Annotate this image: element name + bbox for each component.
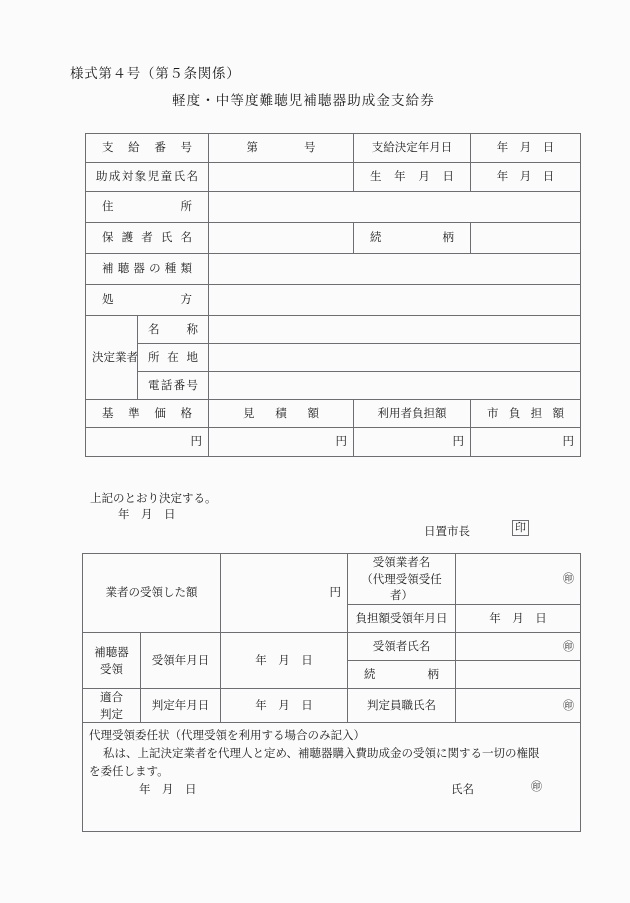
prescription-label: 処方 bbox=[86, 285, 209, 316]
user-burden-label: 利用者負担額 bbox=[354, 400, 471, 428]
table-row bbox=[86, 192, 581, 223]
vendor-received-amount-field[interactable]: 円 bbox=[221, 554, 348, 633]
judgement-date-label: 判定年月日 bbox=[141, 689, 221, 723]
receiving-vendor-field[interactable] bbox=[456, 554, 581, 605]
proxy-name-label: 氏名 bbox=[451, 782, 474, 797]
burden-receipt-date-label: 負担額受領年月日 bbox=[348, 605, 456, 633]
table-row bbox=[86, 223, 581, 254]
table-row bbox=[86, 428, 581, 457]
judge-name-field[interactable] bbox=[456, 689, 581, 723]
standard-price-field[interactable]: 円 bbox=[86, 428, 209, 457]
proxy-letter bbox=[83, 723, 580, 831]
table-row bbox=[86, 285, 581, 316]
seal-icon: ㊞ bbox=[563, 639, 574, 653]
seal-icon: ㊞ bbox=[563, 572, 574, 586]
mayor-label: 日置市長 bbox=[424, 524, 470, 538]
vendor-address-label: 所在地 bbox=[138, 344, 209, 372]
user-burden-field[interactable]: 円 bbox=[354, 428, 471, 457]
payment-number-label: 支給番号 bbox=[86, 134, 209, 163]
decision-date-label: 支給決定年月日 bbox=[354, 134, 471, 163]
prescription-field[interactable] bbox=[209, 285, 581, 316]
burden-receipt-date-field[interactable]: 年 月 日 bbox=[456, 605, 581, 633]
city-burden-field[interactable]: 円 bbox=[471, 428, 581, 457]
table-row bbox=[86, 316, 581, 344]
address-field[interactable] bbox=[209, 192, 581, 223]
child-name-field[interactable] bbox=[209, 163, 354, 192]
judgement-date-field[interactable]: 年 月 日 bbox=[221, 689, 348, 723]
table-row bbox=[83, 723, 581, 832]
receipt-date-label: 受領年月日 bbox=[141, 633, 221, 689]
recipient-relation-field[interactable] bbox=[456, 661, 581, 689]
table-row bbox=[86, 254, 581, 285]
device-type-field[interactable] bbox=[209, 254, 581, 285]
decision-date-line: 年 月 日 bbox=[118, 507, 176, 521]
form-number: 様式第４号（第５条関係） bbox=[70, 66, 241, 82]
recipient-relation-label: 続柄 bbox=[348, 661, 456, 689]
table-row bbox=[86, 400, 581, 428]
table-row bbox=[83, 689, 581, 723]
document-title: 軽度・中等度難聴児補聴器助成金支給券 bbox=[172, 93, 435, 109]
birth-date-field[interactable]: 年 月 日 bbox=[471, 163, 581, 192]
issue-table bbox=[85, 133, 581, 457]
estimate-label: 見積額 bbox=[209, 400, 354, 428]
standard-price-label: 基準価格 bbox=[86, 400, 209, 428]
table-row bbox=[83, 554, 581, 605]
proxy-date-line: 年 月 日 bbox=[139, 781, 197, 796]
judge-name-label: 判定員職氏名 bbox=[348, 689, 456, 723]
guardian-name-field[interactable] bbox=[209, 223, 354, 254]
seal-icon: ㊞ bbox=[563, 698, 574, 712]
proxy-heading: 代理受領委任状（代理受領を利用する場合のみ記入） bbox=[89, 728, 365, 743]
decision-statement: 上記のとおり決定する。 bbox=[90, 491, 217, 505]
vendor-phone-label: 電話番号 bbox=[138, 372, 209, 400]
table-row bbox=[86, 163, 581, 192]
vendor-received-amount-label: 業者の受領した額 bbox=[83, 554, 221, 633]
vendor-section-label: 決定業者 bbox=[86, 316, 138, 400]
table-row bbox=[86, 134, 581, 163]
guardian-name-label: 保護者氏名 bbox=[86, 223, 209, 254]
vendor-name-field[interactable] bbox=[209, 316, 581, 344]
table-row bbox=[83, 633, 581, 661]
proxy-letter-cell bbox=[83, 723, 581, 832]
decision-date-field[interactable]: 年 月 日 bbox=[471, 134, 581, 163]
proxy-body-line-2: を委任します。 bbox=[89, 763, 169, 778]
recipient-name-label: 受領者氏名 bbox=[348, 633, 456, 661]
relation-label: 続柄 bbox=[354, 223, 471, 254]
seal-icon: ㊞ bbox=[531, 780, 542, 794]
estimate-field[interactable]: 円 bbox=[209, 428, 354, 457]
receipt-date-field[interactable]: 年 月 日 bbox=[221, 633, 348, 689]
payment-number-field[interactable]: 第 号 bbox=[209, 134, 354, 163]
birth-date-label: 生年月日 bbox=[354, 163, 471, 192]
vendor-address-field[interactable] bbox=[209, 344, 581, 372]
seal-icon: 印 bbox=[512, 520, 529, 536]
relation-field[interactable] bbox=[471, 223, 581, 254]
receipt-table bbox=[82, 553, 581, 832]
device-receipt-section-label: 補聴器 受領 bbox=[83, 633, 141, 689]
vendor-phone-field[interactable] bbox=[209, 372, 581, 400]
address-label: 住所 bbox=[86, 192, 209, 223]
fit-judgement-section-label: 適合 判定 bbox=[83, 689, 141, 723]
vendor-name-label: 名称 bbox=[138, 316, 209, 344]
table-row bbox=[86, 372, 581, 400]
proxy-body-line-1: 私は、上記決定業者を代理人と定め、補聴器購入費助成金の受領に関する一切の権限 bbox=[103, 746, 540, 761]
table-row bbox=[86, 344, 581, 372]
city-burden-label: 市負担額 bbox=[471, 400, 581, 428]
child-name-label: 助成対象児童氏名 bbox=[86, 163, 209, 192]
mayor-seal-box bbox=[512, 520, 529, 536]
device-type-label: 補聴器の種類 bbox=[86, 254, 209, 285]
receiving-vendor-label: 受領業者名 （代理受領受任者） bbox=[348, 554, 456, 605]
recipient-name-field[interactable] bbox=[456, 633, 581, 661]
